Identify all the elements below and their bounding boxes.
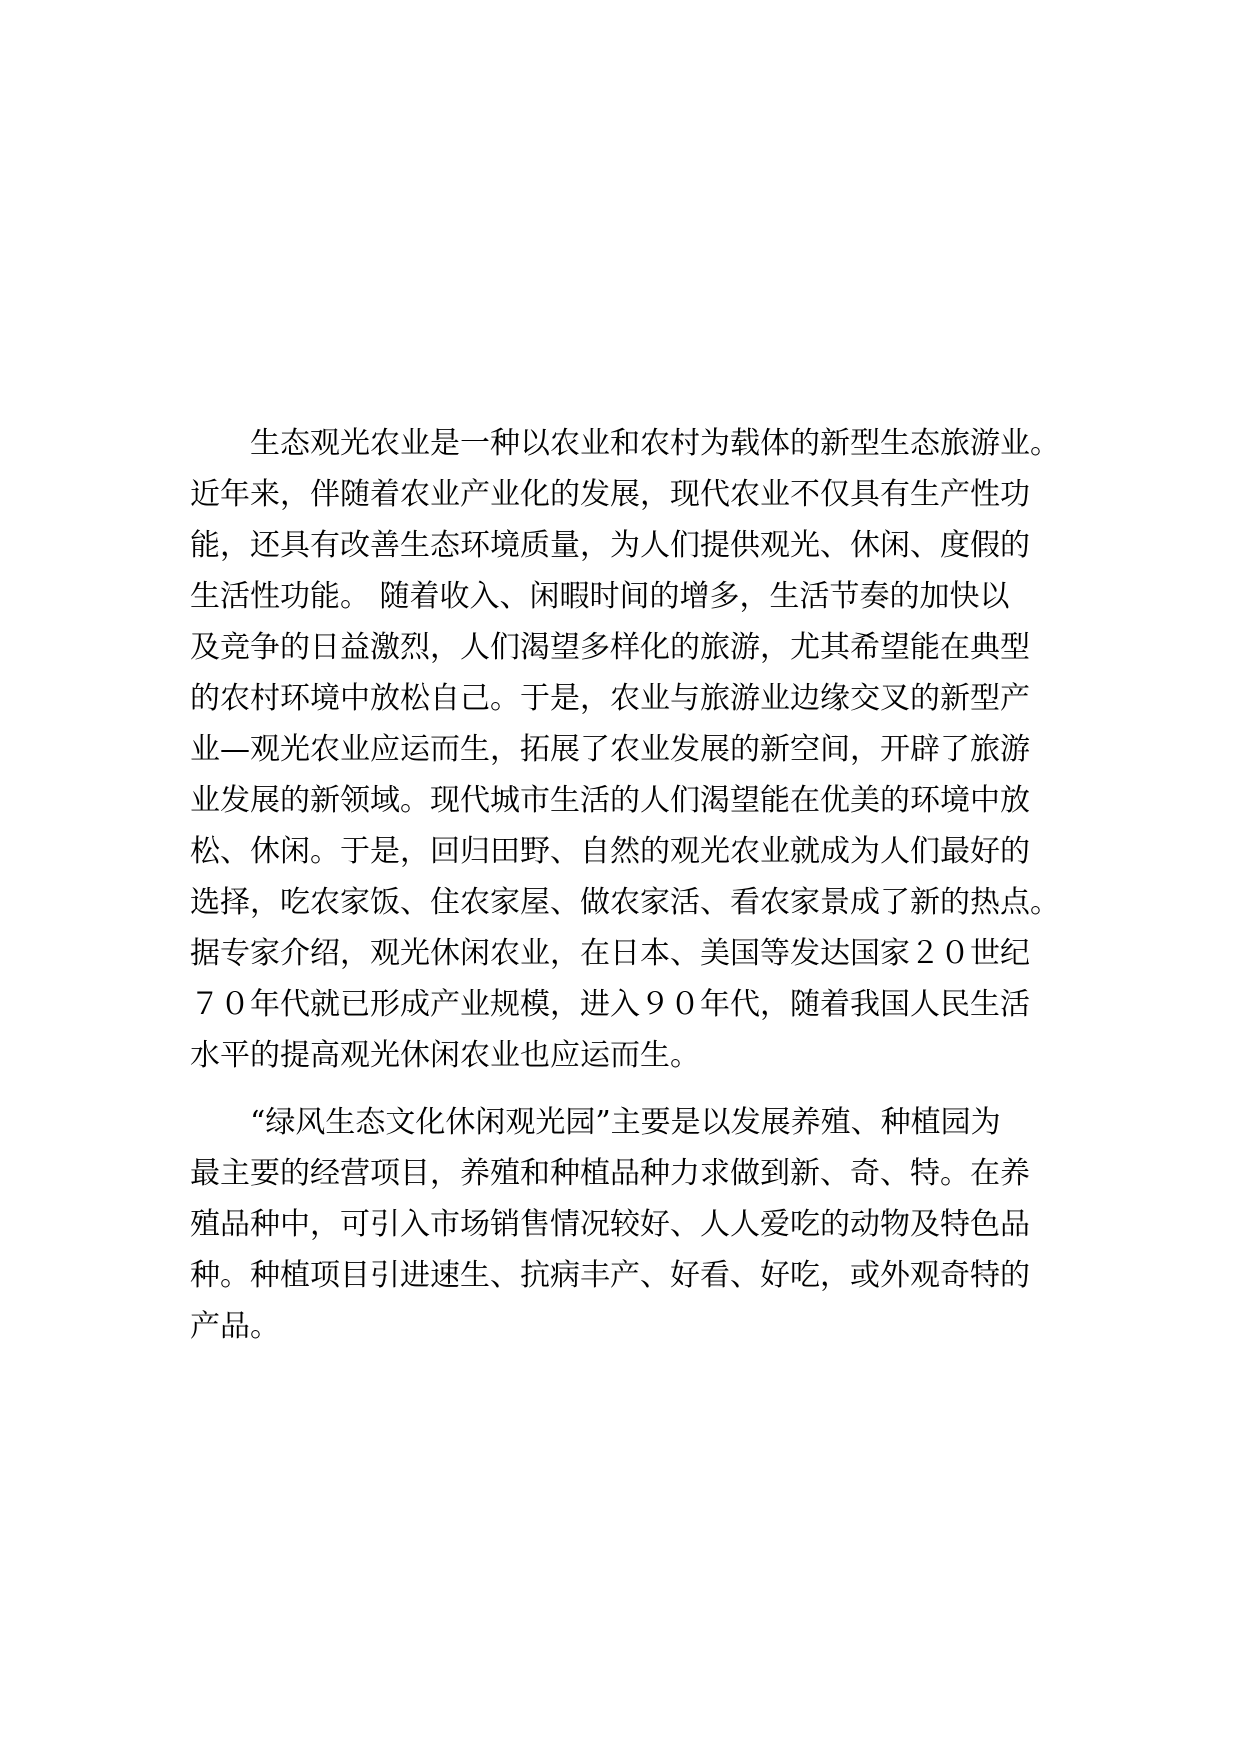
paragraph-2-line-2: 最主要的经营项目，养殖和种植品种力求做到新、奇、特。在养 xyxy=(190,1156,1030,1191)
paragraph-1 xyxy=(190,418,1070,1081)
paragraph-1-line-13: 水平的提高观光休闲农业也应运而生。 xyxy=(190,1038,700,1073)
paragraph-1-line-4: 生活性功能。 随着收入、闲暇时间的增多，生活节奏的加快以 xyxy=(190,579,1010,614)
paragraph-1-line-10: 选择，吃农家饭、住农家屋、做农家活、看农家景成了新的热点。 xyxy=(190,885,1060,920)
paragraph-1-line-12: ７０年代就已形成产业规模，进入９０年代，随着我国人民生活 xyxy=(190,987,1030,1022)
paragraph-1-line-2: 近年来，伴随着农业产业化的发展，现代农业不仅具有生产性功 xyxy=(190,477,1030,512)
paragraph-2 xyxy=(190,1097,1070,1352)
paragraph-1-line-7: 业—观光农业应运而生，拓展了农业发展的新空间，开辟了旅游 xyxy=(190,732,1030,767)
paragraph-1-line-3: 能，还具有改善生态环境质量，为人们提供观光、休闲、度假的 xyxy=(190,528,1030,563)
paragraph-2-line-1: “绿风生态文化休闲观光园”主要是以发展养殖、种植园为 xyxy=(250,1105,1001,1140)
paragraph-2-line-3: 殖品种中，可引入市场销售情况较好、人人爱吃的动物及特色品 xyxy=(190,1207,1030,1242)
paragraph-1-line-5: 及竞争的日益激烈，人们渴望多样化的旅游，尤其希望能在典型 xyxy=(190,630,1030,665)
paragraph-1-line-9: 松、休闲。于是，回归田野、自然的观光农业就成为人们最好的 xyxy=(190,834,1030,869)
paragraph-1-line-8: 业发展的新领域。现代城市生活的人们渴望能在优美的环境中放 xyxy=(190,783,1030,818)
paragraph-1-line-11: 据专家介绍，观光休闲农业，在日本、美国等发达国家２０世纪 xyxy=(190,936,1030,971)
document-body xyxy=(190,418,1070,1352)
paragraph-1-line-1: 生态观光农业是一种以农业和农村为载体的新型生态旅游业。 xyxy=(250,426,1060,461)
paragraph-2-line-5: 产品。 xyxy=(190,1309,280,1344)
paragraph-2-line-4: 种。种植项目引进速生、抗病丰产、好看、好吃，或外观奇特的 xyxy=(190,1258,1030,1293)
paragraph-1-line-6: 的农村环境中放松自己。于是，农业与旅游业边缘交叉的新型产 xyxy=(190,681,1030,716)
